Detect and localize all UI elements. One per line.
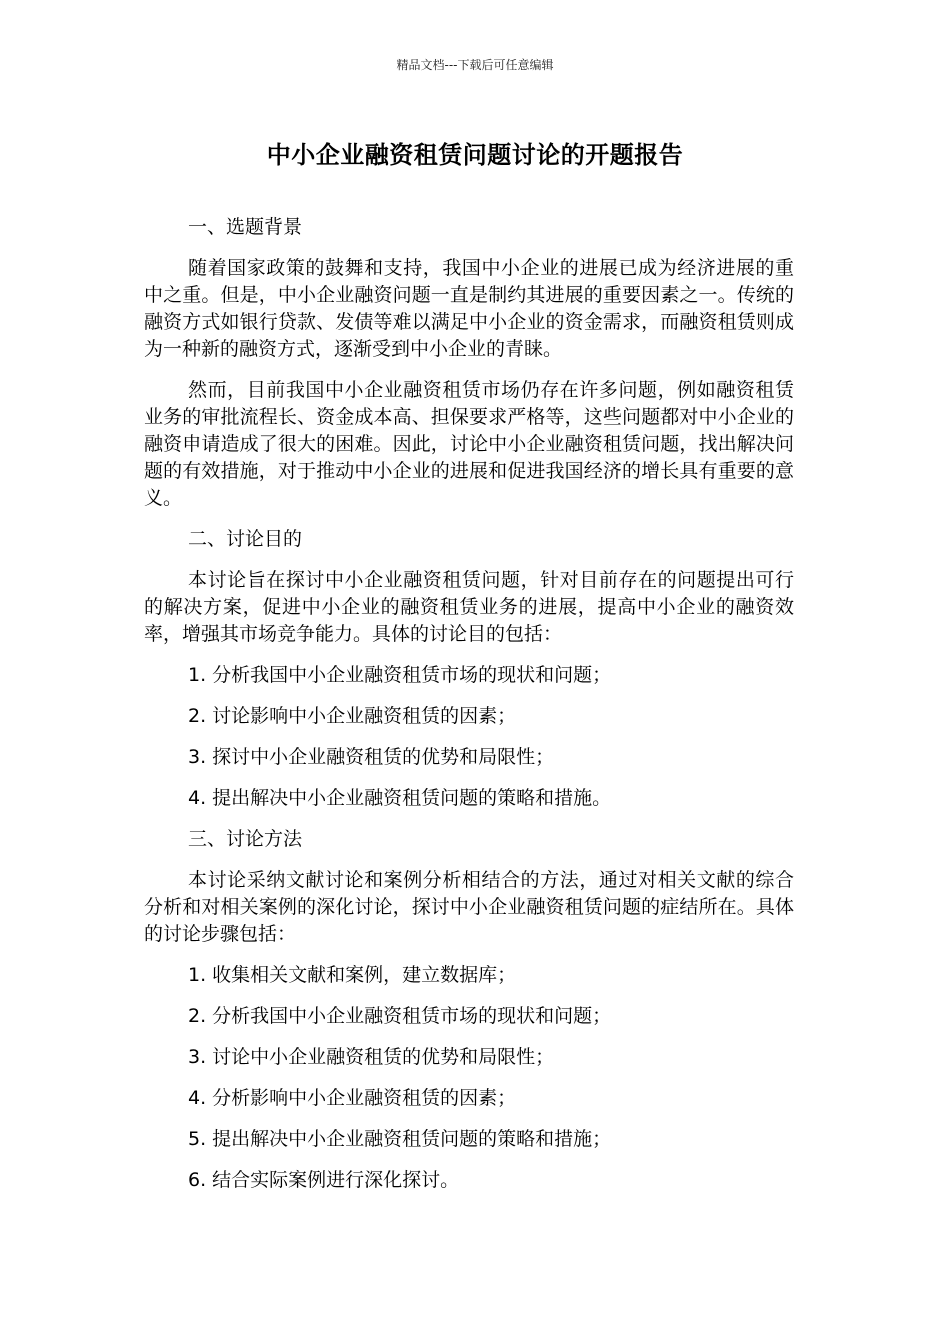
method-list-item: 2. 分析我国中小企业融资租赁市场的现状和问题；: [188, 1005, 612, 1027]
method-list-item: 4. 分析影响中小企业融资租赁的因素；: [188, 1087, 517, 1109]
purpose-list-item: 3. 探讨中小企业融资租赁的优势和局限性；: [188, 746, 555, 768]
background-paragraph-2: 然而，目前我国中小企业融资租赁市场仍存在许多问题，例如融资租赁业务的审批流程长、资金成本高、担保要求严格等，这些问题都对中小企业的融资申请造成了很大的困难。因此，讨论中小企业融资租赁问题，找出解决问题的有效措施，对于推动中小企业的进展和促进我国经济的增长具有重要的意义。: [144, 379, 794, 509]
method-list-item: 6. 结合实际案例进行深化探讨。: [188, 1169, 460, 1191]
document-title: 中小企业融资租赁问题讨论的开题报告: [266, 141, 684, 169]
purpose-list: [144, 662, 794, 812]
purpose-list-item: 2. 讨论影响中小企业融资租赁的因素；: [188, 705, 517, 727]
purpose-list-item: 1. 分析我国中小企业融资租赁市场的现状和问题；: [188, 664, 612, 686]
section-heading-purpose: 二、讨论目的: [188, 528, 303, 550]
section-heading-method: 三、讨论方法: [188, 828, 303, 850]
purpose-paragraph: 本讨论旨在探讨中小企业融资租赁问题，针对目前存在的问题提出可行的解决方案，促进中小企业的融资租赁业务的进展，提高中小企业的融资效率，增强其市场竞争能力。具体的讨论目的包括：: [144, 569, 794, 645]
method-list-item: 5. 提出解决中小企业融资租赁问题的策略和措施；: [188, 1128, 612, 1150]
background-paragraph-1: 随着国家政策的鼓舞和支持，我国中小企业的进展已成为经济进展的重中之重。但是，中小企业融资问题一直是制约其进展的重要因素之一。传统的融资方式如银行贷款、发债等难以满足中小企业的资金需求，而融资租赁则成为一种新的融资方式，逐渐受到中小企业的青睐。: [144, 257, 794, 360]
method-list-item: 3. 讨论中小企业融资租赁的优势和局限性；: [188, 1046, 555, 1068]
purpose-list-item: 4. 提出解决中小企业融资租赁问题的策略和措施。: [188, 787, 612, 809]
section-heading-background: 一、选题背景: [188, 216, 303, 238]
method-list-item: 1. 收集相关文献和案例，建立数据库；: [188, 964, 517, 986]
method-paragraph: 本讨论采纳文献讨论和案例分析相结合的方法，通过对相关文献的综合分析和对相关案例的深化讨论，探讨中小企业融资租赁问题的症结所在。具体的讨论步骤包括：: [144, 869, 794, 945]
header-note: 精品文档---下载后可任意编辑: [396, 58, 554, 72]
document-body: [144, 214, 794, 1208]
method-list: [144, 962, 794, 1194]
